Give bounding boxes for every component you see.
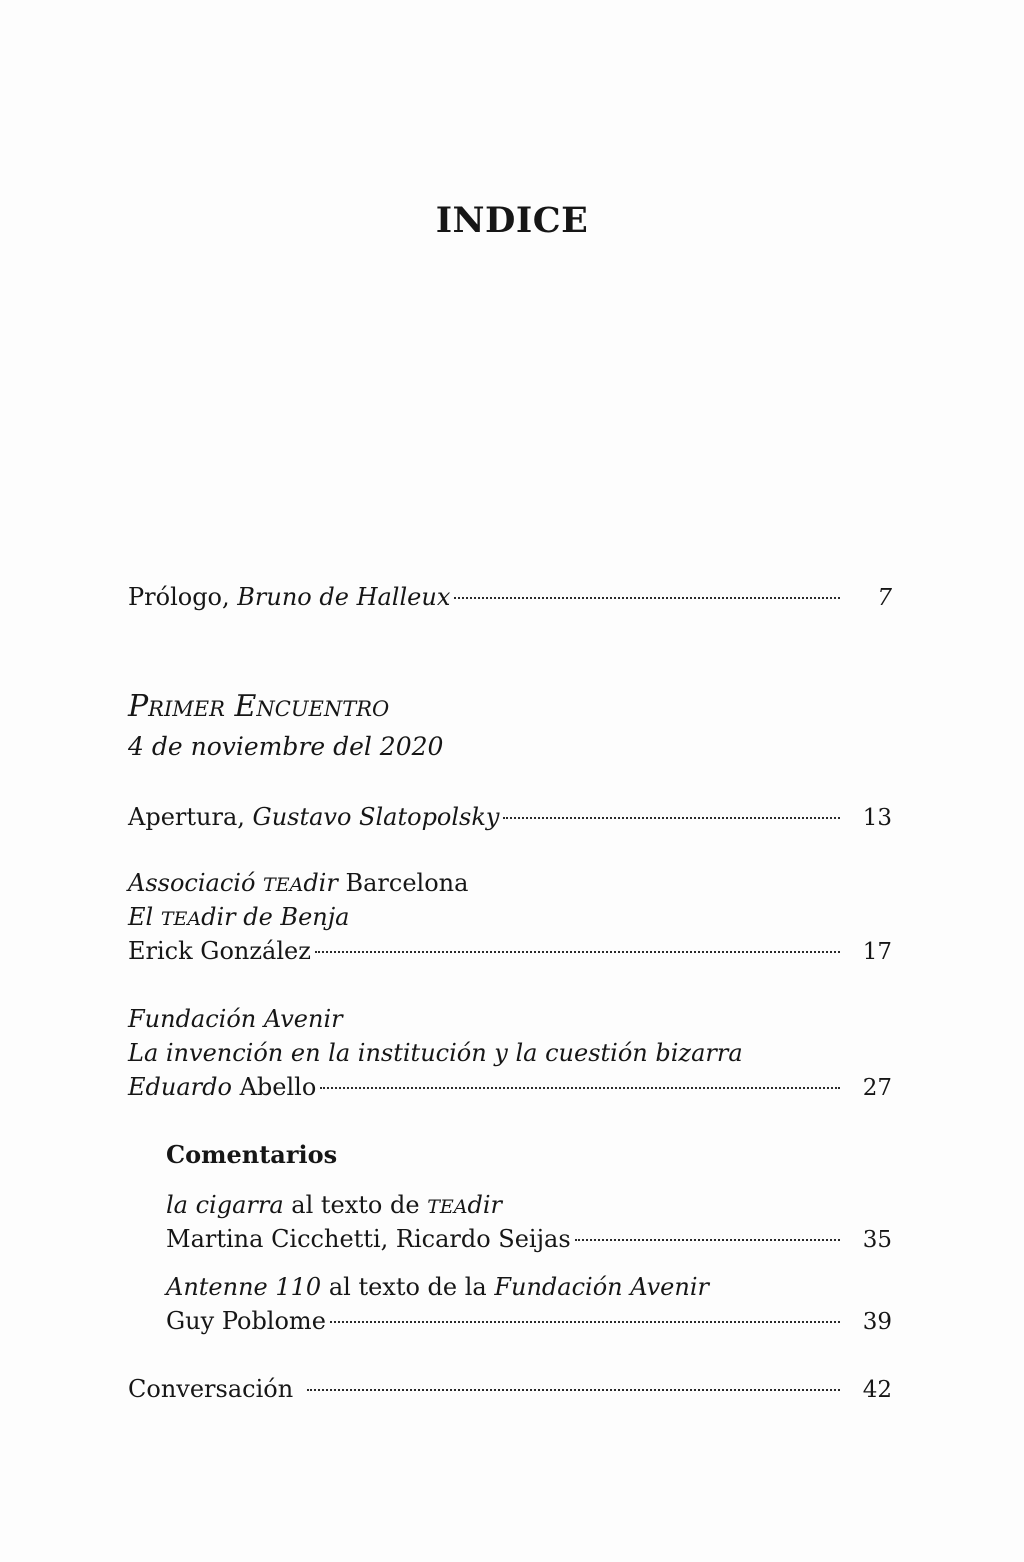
section-title: Primer Encuentro <box>128 689 390 724</box>
page-number: 17 <box>862 939 892 965</box>
subsection-title: Comentarios <box>166 1140 338 1169</box>
page-number: 7 <box>877 585 892 611</box>
toc-entry-prologo[interactable] <box>128 580 892 614</box>
entry-author: Erick González <box>128 937 311 965</box>
entry-title: El TEAdir de Benja <box>128 903 350 931</box>
entry-author: Gustavo Slatopolsky <box>252 803 500 831</box>
page-number: 39 <box>862 1309 892 1335</box>
entry-label: Prólogo, Bruno de Halleux <box>128 583 451 611</box>
toc-entry-teadir[interactable] <box>128 866 892 968</box>
toc-entry-comentario-1[interactable] <box>166 1188 892 1256</box>
entry-author: Guy Poblome <box>166 1307 326 1335</box>
dot-leader <box>454 597 840 599</box>
entry-organization: Fundación Avenir <box>128 1005 343 1033</box>
entry-title: la cigarra al texto de TEAdir <box>166 1191 502 1219</box>
page-title: INDICE <box>435 200 589 241</box>
entry-author: Martina Cicchetti, Ricardo Seijas <box>166 1225 571 1253</box>
dot-leader <box>503 817 840 819</box>
section-date: 4 de noviembre del 2020 <box>128 732 444 761</box>
dot-leader <box>307 1389 840 1391</box>
entry-title: Antenne 110 al texto de la Fundación Avenir <box>166 1273 709 1301</box>
dot-leader <box>575 1239 840 1241</box>
entry-author: Bruno de Halleux <box>237 583 451 611</box>
entry-organization: Associació TEAdir Barcelona <box>128 869 469 897</box>
entry-label: Conversación <box>128 1375 294 1403</box>
entry-label: Apertura, Gustavo Slatopolsky <box>128 803 500 831</box>
page-number: 42 <box>862 1377 892 1403</box>
dot-leader <box>330 1321 840 1323</box>
page-number: 27 <box>862 1075 892 1101</box>
toc-entry-avenir[interactable] <box>128 1002 892 1104</box>
toc-entry-comentario-2[interactable] <box>166 1270 892 1338</box>
entry-author: Eduardo Abello <box>128 1073 317 1101</box>
page-number: 35 <box>862 1227 892 1253</box>
dot-leader <box>320 1087 840 1089</box>
toc-entry-apertura[interactable] <box>128 800 892 834</box>
entry-title: La invención en la institución y la cuestión bizarra <box>128 1039 743 1067</box>
page-number: 13 <box>862 805 892 831</box>
toc-entry-conversacion[interactable] <box>128 1372 892 1406</box>
dot-leader <box>315 951 840 953</box>
